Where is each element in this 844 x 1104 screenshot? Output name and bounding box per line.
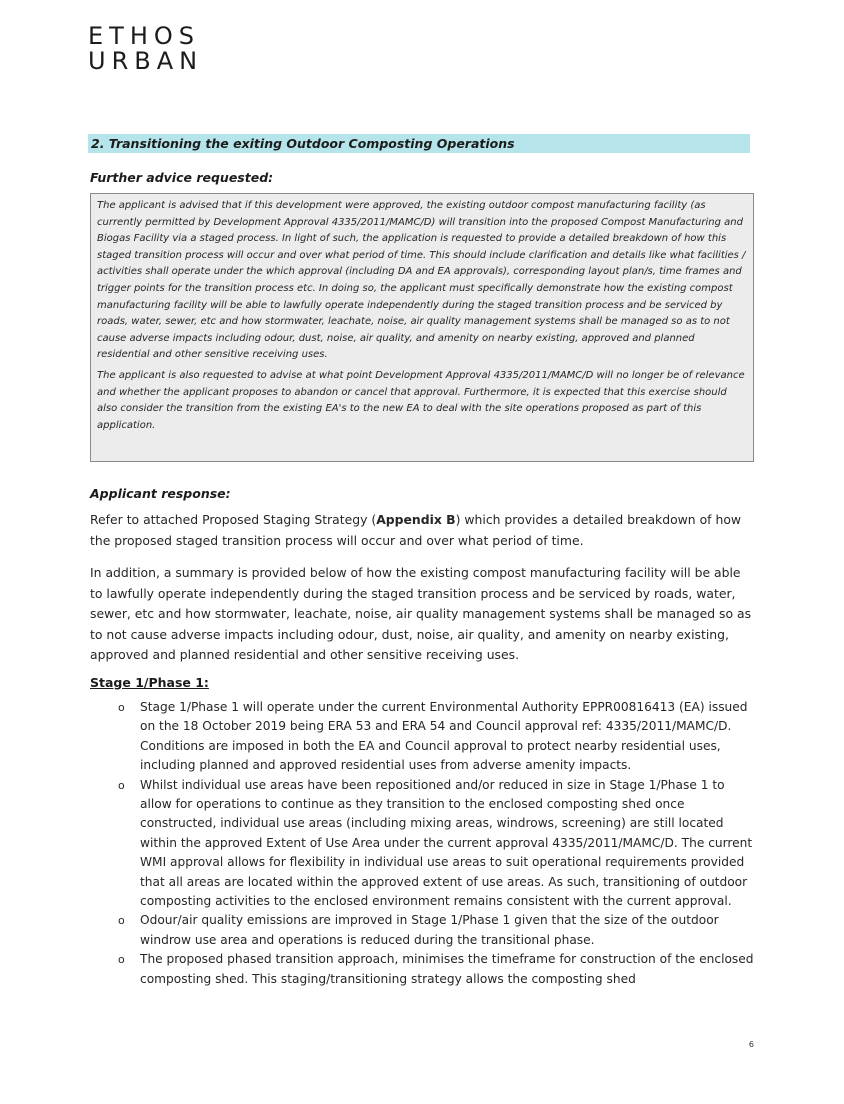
bullet-text: Odour/air quality emissions are improved in Stage 1/Phase 1 given that the size of the outdoor windrow use area and operations is reduced during the transitional phase. [140,913,719,947]
stage-bullet-list [118,698,754,989]
list-item [118,776,754,912]
response-paragraph-1 [90,510,754,551]
stage-heading: Stage 1/Phase 1: [90,675,209,690]
appendix-reference: Appendix B [376,512,456,527]
list-item [118,911,754,950]
further-advice-label: Further advice requested: [90,170,274,185]
bullet-marker: o [118,953,125,967]
applicant-response-label: Applicant response: [90,486,231,501]
bullet-text: Stage 1/Phase 1 will operate under the current Environmental Authority EPPR00816413 (EA) issued on the 18 October 2019 being ERA 53 and ERA 54 and Council approval ref: 4335/2011/MAMC/D. Conditions are imposed in both the EA and Council approval to protect nearby residential uses, including planned and approved residential uses from adverse amenity impacts. [140,700,748,773]
logo-line-2: URBAN [88,47,204,75]
bullet-marker: o [118,701,125,714]
list-item [118,950,754,989]
logo-line-1: ETHOS [88,22,200,50]
bullet-marker: o [118,778,125,792]
advice-paragraph: The applicant is advised that if this development were approved, the existing outdoor compost manufacturing facility (as currently permitted by Development Approval 4335/2011/MAMC/D) will transition into the proposed Compost Manufacturing and Biogas Facility via a staged process. In light of such, the application is requested to provide a detailed breakdown of how this staged transition process will occur and over what period of time. This should include clarification and details like what facilities / activities shall operate under the which approval (including DA and EA approvals), corresponding layout plan/s, time frames and trigger points for the transition process etc. In doing so, the applicant must specifically demonstrate how the existing compost manufacturing facility will be able to lawfully operate independently during the staged transition process and be serviced by roads, water, sewer, etc and how stormwater, leachate, noise, air quality management systems shall be managed so as to not cause adverse impacts including odour, dust, noise, air quality, and amenity on nearby existing, approved and planned residential and other sensitive receiving uses. [97,200,746,361]
response-text: ) which provides a detailed breakdown of how the proposed staged transition process will occur and over what period of time. [90,512,742,548]
bullet-text: The proposed phased transition approach, minimises the timeframe for construction of the enclosed composting shed. This staging/transitioning strategy allows the composting shed [140,952,754,986]
response-paragraph-2: In addition, a summary is provided below of how the existing compost manufacturing facility will be able to lawfully operate independently during the staged transition process and be serviced by roads, water, sewer, etc and how stormwater, leachate, noise, air quality management systems shall be managed so as to not cause adverse impacts including odour, dust, noise, air quality, and amenity on nearby existing, approved and planned residential and other sensitive receiving uses. [90,565,752,662]
section-heading: 2. Transitioning the exiting Outdoor Composting Operations [88,134,750,153]
bullet-text: Whilst individual use areas have been repositioned and/or reduced in size in Stage 1/Phase 1 to allow for operations to continue as they transition to the enclosed composting shed once constructed, individual use areas (including mixing areas, windrows, screening) are still located within the approved Extent of Use Area under the current approval 4335/2011/MAMC/D. The current WMI approval allows for flexibility in individual use areas to suit operational requirements provided that all areas are located within the approved extent of use areas. As such, transitioning of outdoor composting activities to the enclosed environment remains consistent with the current approval. [140,777,753,909]
advice-paragraph: The applicant is also requested to advise at what point Development Approval 4335/2011/MAMC/D will no longer be of relevance and whether the applicant proposes to abandon or cancel that approval. Furthermore, it is expected that this exercise should also consider the transition from the existing EA's to the new EA to deal with the site operations proposed as part of this application. [97,369,745,431]
response-text: Refer to attached Proposed Staging Strategy ( [90,512,377,527]
advice-box [90,193,754,462]
ethos-urban-logo [88,24,203,74]
bullet-marker: o [118,914,125,928]
page-number: 6 [748,1040,754,1049]
list-item [118,698,754,776]
